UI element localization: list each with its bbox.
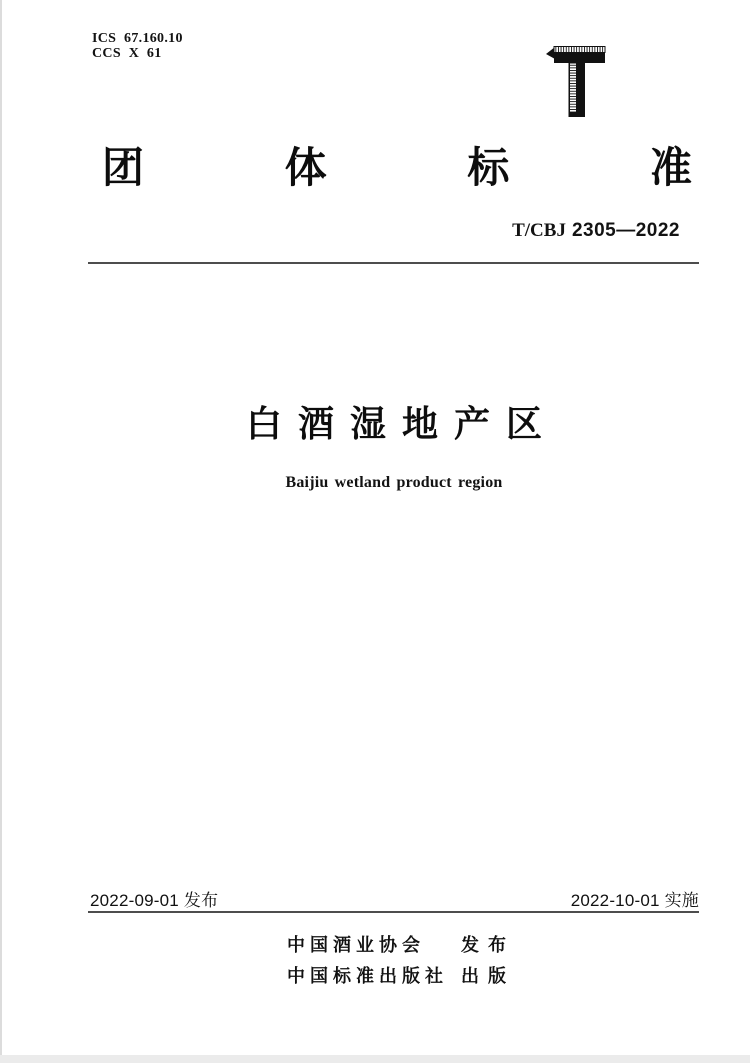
header-divider-rule bbox=[88, 262, 699, 264]
ccs-code-text: CCS X 61 bbox=[92, 46, 162, 61]
standard-code bbox=[512, 220, 680, 242]
heading-char: 团 bbox=[102, 144, 145, 191]
page-bottom-edge bbox=[0, 1055, 750, 1063]
implementation-date-text: 2022-10-01 实施 bbox=[570, 891, 699, 910]
footer-divider-rule bbox=[88, 911, 699, 913]
publisher-action: 发布 bbox=[461, 935, 515, 955]
heading-char: 准 bbox=[649, 144, 692, 191]
dates-row bbox=[90, 886, 699, 911]
classification-codes bbox=[92, 31, 183, 61]
document-title-en: Baijiu wetland product region bbox=[285, 474, 503, 491]
ics-code-text: ICS 67.160.10 bbox=[92, 31, 183, 46]
standard-code-prefix: T/CBJ bbox=[512, 220, 566, 241]
heading-char: 体 bbox=[284, 144, 327, 191]
issue-date-text: 2022-09-01 发布 bbox=[90, 891, 219, 910]
publisher-row bbox=[287, 935, 515, 955]
publisher-name: 中国标准出版社 bbox=[287, 966, 448, 986]
heading-char: 标 bbox=[467, 144, 510, 191]
document-title-zh: 白酒湿地产区 bbox=[245, 403, 558, 444]
page-left-edge bbox=[0, 0, 2, 1063]
publisher-action: 出版 bbox=[461, 966, 515, 986]
standard-type-heading bbox=[102, 144, 692, 191]
publisher-name: 中国酒业协会 bbox=[287, 935, 425, 955]
standard-code-number: 2305—2022 bbox=[571, 220, 680, 241]
publisher-row bbox=[287, 966, 515, 986]
publishers-block bbox=[287, 935, 515, 997]
t-standard-logo-icon bbox=[545, 44, 608, 117]
